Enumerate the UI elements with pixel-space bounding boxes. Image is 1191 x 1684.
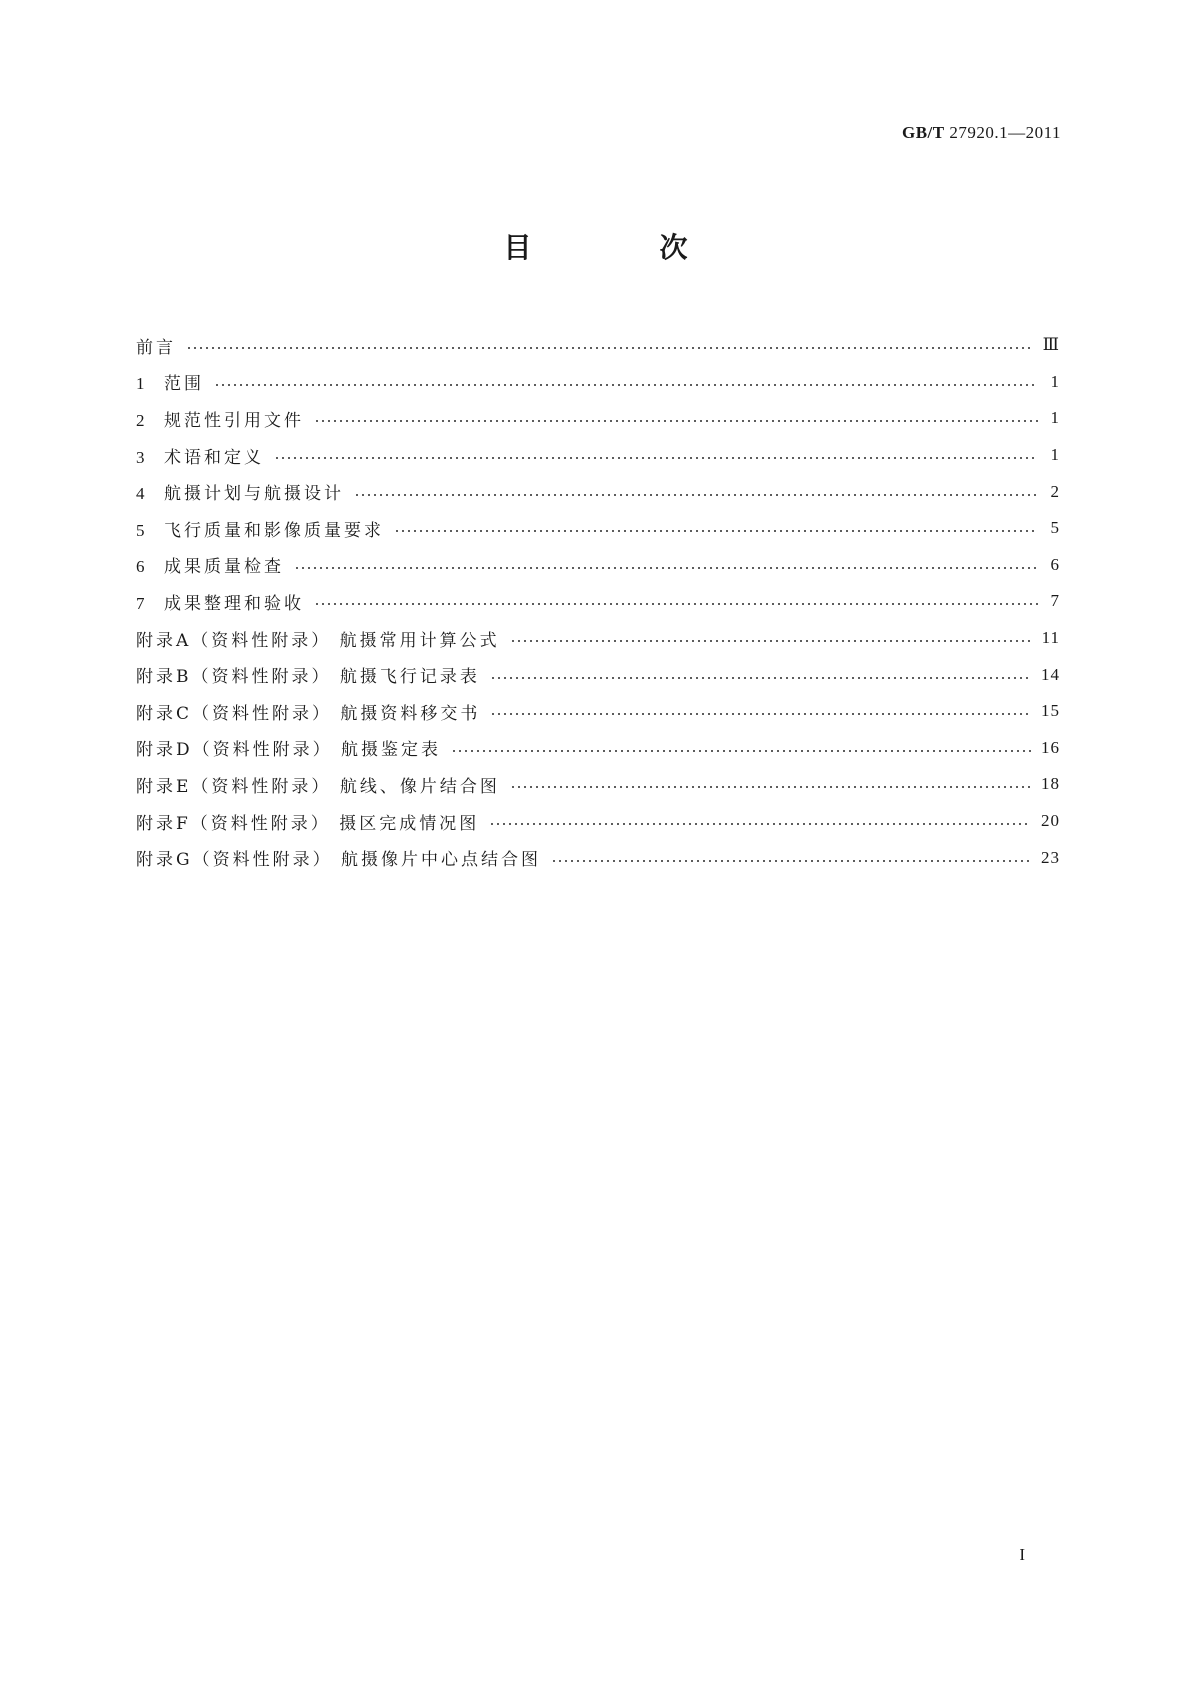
dot-leader <box>394 530 1038 532</box>
toc-entry-page: 16 <box>1041 737 1060 757</box>
toc-entry-page: 14 <box>1041 664 1060 684</box>
toc-entry[interactable] <box>136 400 1060 437</box>
toc-entry[interactable] <box>136 547 1060 584</box>
toc-entry-page: 11 <box>1041 628 1060 648</box>
toc-entry-page: 6 <box>1050 554 1060 574</box>
toc-entry-label <box>136 479 344 504</box>
toc-entry-number: 6 <box>136 557 148 577</box>
dot-leader <box>314 603 1038 605</box>
toc-entry-page: 2 <box>1050 481 1060 501</box>
toc-entry-appendix[interactable] <box>136 766 1060 803</box>
page-number: I <box>1019 1545 1025 1564</box>
toc-entry[interactable] <box>136 327 1060 364</box>
toc-entry-page: 1 <box>1050 408 1060 428</box>
toc-entry-number: 7 <box>136 593 148 613</box>
toc-entry-page: 15 <box>1041 701 1060 721</box>
toc-entry-label: 附录D（资料性附录） 航摄鉴定表 <box>136 740 442 761</box>
toc-entry-text: 飞行质量和影像质量要求 <box>164 520 384 541</box>
toc-entry[interactable] <box>136 473 1060 510</box>
toc-entry[interactable] <box>136 583 1060 620</box>
toc-entry-label <box>136 406 304 431</box>
dot-leader <box>451 750 1031 752</box>
toc-entry-text: 成果整理和验收 <box>164 593 304 614</box>
dot-leader <box>490 713 1031 715</box>
toc-entry-appendix[interactable] <box>136 693 1060 730</box>
toc-entry-text: 规范性引用文件 <box>164 410 304 431</box>
toc-entry-label: 附录E（资料性附录） 航线、像片结合图 <box>136 776 500 797</box>
toc-entry[interactable] <box>136 437 1060 474</box>
standard-prefix: GB/T <box>902 123 945 142</box>
toc-entry-text: 成果质量检查 <box>164 557 284 578</box>
dot-leader <box>551 860 1031 862</box>
toc-entry-number: 3 <box>136 447 148 467</box>
toc-entry-text: 航摄计划与航摄设计 <box>164 484 344 505</box>
toc-entry-appendix[interactable] <box>136 620 1060 657</box>
toc-entry-page: 5 <box>1050 518 1060 538</box>
toc-title: 目 次 <box>503 231 738 264</box>
toc-entry-text: 术语和定义 <box>164 447 264 468</box>
toc-entry-number: 1 <box>136 374 148 394</box>
toc-entry-appendix[interactable] <box>136 803 1060 840</box>
dot-leader <box>510 640 1032 642</box>
standard-code <box>902 123 1061 143</box>
table-of-contents <box>136 327 1060 876</box>
toc-entry-label <box>136 516 384 541</box>
toc-entry-page: 1 <box>1050 371 1060 391</box>
toc-entry-page: 1 <box>1050 445 1060 465</box>
toc-entry-label: 附录B（资料性附录） 航摄飞行记录表 <box>136 667 480 688</box>
toc-entry-label: 附录F（资料性附录） 摄区完成情况图 <box>136 813 480 834</box>
dot-leader <box>294 567 1038 569</box>
toc-entry-label: 附录A（资料性附录） 航摄常用计算公式 <box>136 630 500 651</box>
toc-entry-appendix[interactable] <box>136 656 1060 693</box>
toc-entry-page: 20 <box>1041 811 1060 831</box>
toc-entry-label <box>136 552 284 577</box>
toc-entry-label <box>136 589 304 614</box>
dot-leader <box>354 494 1038 496</box>
toc-entry-page: 7 <box>1050 591 1060 611</box>
dot-leader <box>489 823 1031 825</box>
toc-entry-number: 5 <box>136 520 148 540</box>
dot-leader <box>490 677 1031 679</box>
dot-leader <box>274 457 1038 459</box>
toc-entry-page: Ⅲ <box>1042 335 1060 355</box>
toc-entry-appendix[interactable] <box>136 839 1060 876</box>
toc-entry[interactable] <box>136 364 1060 401</box>
dot-leader <box>214 384 1038 386</box>
standard-number: 27920.1—2011 <box>949 123 1061 142</box>
dot-leader <box>510 786 1031 788</box>
dot-leader <box>186 347 1033 349</box>
toc-entry-appendix[interactable] <box>136 730 1060 767</box>
toc-entry-page: 23 <box>1041 847 1060 867</box>
toc-entry-label <box>136 369 204 394</box>
toc-entry-label: 附录G（资料性附录） 航摄像片中心点结合图 <box>136 850 541 871</box>
dot-leader <box>314 420 1038 422</box>
toc-entry-number: 4 <box>136 484 148 504</box>
toc-entry-label: 前言 <box>136 337 176 358</box>
toc-entry-page: 18 <box>1041 774 1060 794</box>
toc-entry-label: 附录C（资料性附录） 航摄资料移交书 <box>136 703 481 724</box>
toc-entry-number: 2 <box>136 410 148 430</box>
toc-entry-label <box>136 443 264 468</box>
toc-entry[interactable] <box>136 510 1060 547</box>
toc-entry-text: 范围 <box>164 374 204 395</box>
